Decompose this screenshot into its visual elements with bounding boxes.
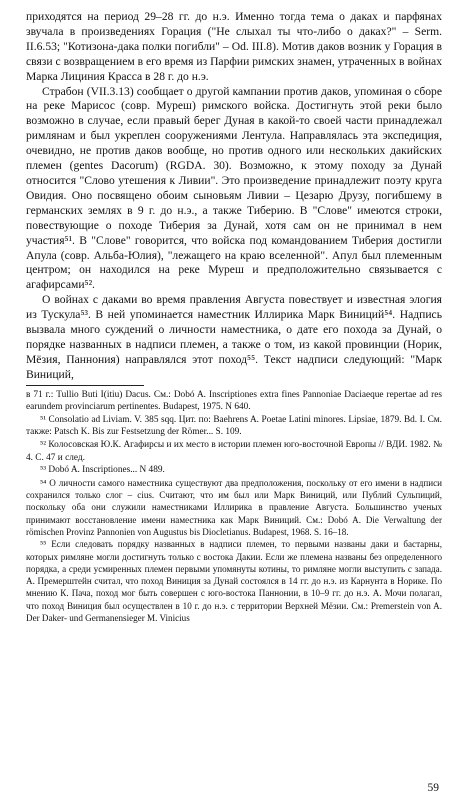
footnotes xyxy=(26,389,442,625)
paragraph-1: приходятся на период 29–28 гг. до н.э. Именно тогда тема о даках и парфянах звучала в произведениях Горация ("Не слыхал ты что-либо о даках?" – Serm. II.6.53; "Котизона-дака полки погибли" – Od. III.8). Мотив даков возник у Горация в связи с возвращением в его время из Парфии римских знамен, утраченных в войнах Марка Лициния Красса в 28 г. до н.э. xyxy=(26,10,442,83)
footnote-55: ⁵⁵ Если следовать порядку названных в надписи племен, то первыми названы даки и бастарны, которых римляне могли достигнуть только с востока Дакии. Если же племена названы без определенного порядка, а среди усмиренных племен первыми упомянуты котины, то римляне могли выступить с запада. А. Премерштейн считал, что поход Виниция за Дунай состоялся в 14 гг. до н.э. из Карнунта в Норике. По мнению К. Пача, поход мог быть совершен с юго-востока Паннонии, в 10–9 гг. до н.э. А. Мочи полагал, что поход Виниция был осуществлен в 10 г. до н.э. с территории Верхней Мёзии. См.: Premerstein von A. Der Daker- und Germanensieger M. Vinicius xyxy=(26,539,442,624)
footnote-continuation: в 71 г.: Tullio Buti I(itiu) Dacus. См.: Dobó A. Inscriptiones extra fines Pannoniae Daciaeque repertae ad res earundem provinciarum pertinentes. Budapest, 1975. N 640. xyxy=(26,389,442,413)
footnote-54: ⁵⁴ О личности самого наместника существуют два предположения, поскольку от его имени в надписи сохранился только слог – cius. Считают, что им был или Марк Виниций, или Публий Сульпиций, поскольку оба они служили наместниками Иллирика в правление Августа. Большинство ученых принимают восстановление имени наместника как Марк Виниций. См.: Dobó A. Die Verwaltung der römischen Provinz Pannonien von Augustus bis Diocletianus. Budapest, 1968. S. 16–18. xyxy=(26,477,442,537)
paragraph-3: О войнах с даками во время правления Августа повествует и известная элогия из Тускула⁵³. В ней упоминается наместник Иллирика Марк Виниций⁵⁴. Надпись вызвала много суждений о личности наместника, о дате его похода за Дунай, о порядке названных в надписи племен, а также о том, из какой провинции (Норик, Мёзия, Паннония) направлялся этот поход⁵⁵. Текст надписи следующий: "Марк Виниций, xyxy=(26,293,442,381)
footnote-53: ⁵³ Dobó A. Inscriptiones... N 489. xyxy=(40,465,165,476)
footnote-divider xyxy=(26,385,144,386)
main-text xyxy=(26,10,442,383)
page-number: 59 xyxy=(427,782,439,794)
page-content xyxy=(26,10,442,624)
paragraph-2: Страбон (VII.3.13) сообщает о другой кампании против даков, упоминая о сборе на реке Марисос (совр. Муреш) римского войска. Достигнуть этой реки было возможно в случае, если правый берег Дуная в какой-то своей части принадлежал римлянам и был укреплен сооружениями Лентула. Направлялась эта экспедиция, очевидно, не против даков вообще, но против одного или нескольких дакийских племен (gentes Dacorum) (RGDA. 30). Возможно, к этому походу за Дунай относится "Слово утешения к Ливии". Это произведение принадлежит поэту круга Овидия. Оно посвящено обоим сыновьям Ливии – Цезарю Друзу, погибшему в германских землях в 9 г. до н.э., а также Тиберию. В "Слове" имеются строки, повествующие о походе Тиберия за Дунай, хотя сам он не принимал в нем участия⁵¹. В "Слове" говорится, что войска под командованием Тиберия достигли Апула (совр. Альба-Юлия), "лежащего на краю вселенной". Апул был племенным центром; он находился на реке Муреш и предположительно связывается с агафирсами⁵². xyxy=(26,84,442,292)
footnote-51: ⁵¹ Consolatio ad Liviam. V. 385 sqq. Цит. по: Baehrens A. Poetae Latini minores. Lipsiae, 1879. Bd. I. См. также: Patsch K. Bis zur Festsetzung der Römer... S. 109. xyxy=(26,414,442,438)
footnote-52: ⁵² Колосовская Ю.К. Агафирсы и их место в истории племен юго-восточной Европы // ВДИ. 1982. № 4. С. 47 и след. xyxy=(26,440,442,463)
